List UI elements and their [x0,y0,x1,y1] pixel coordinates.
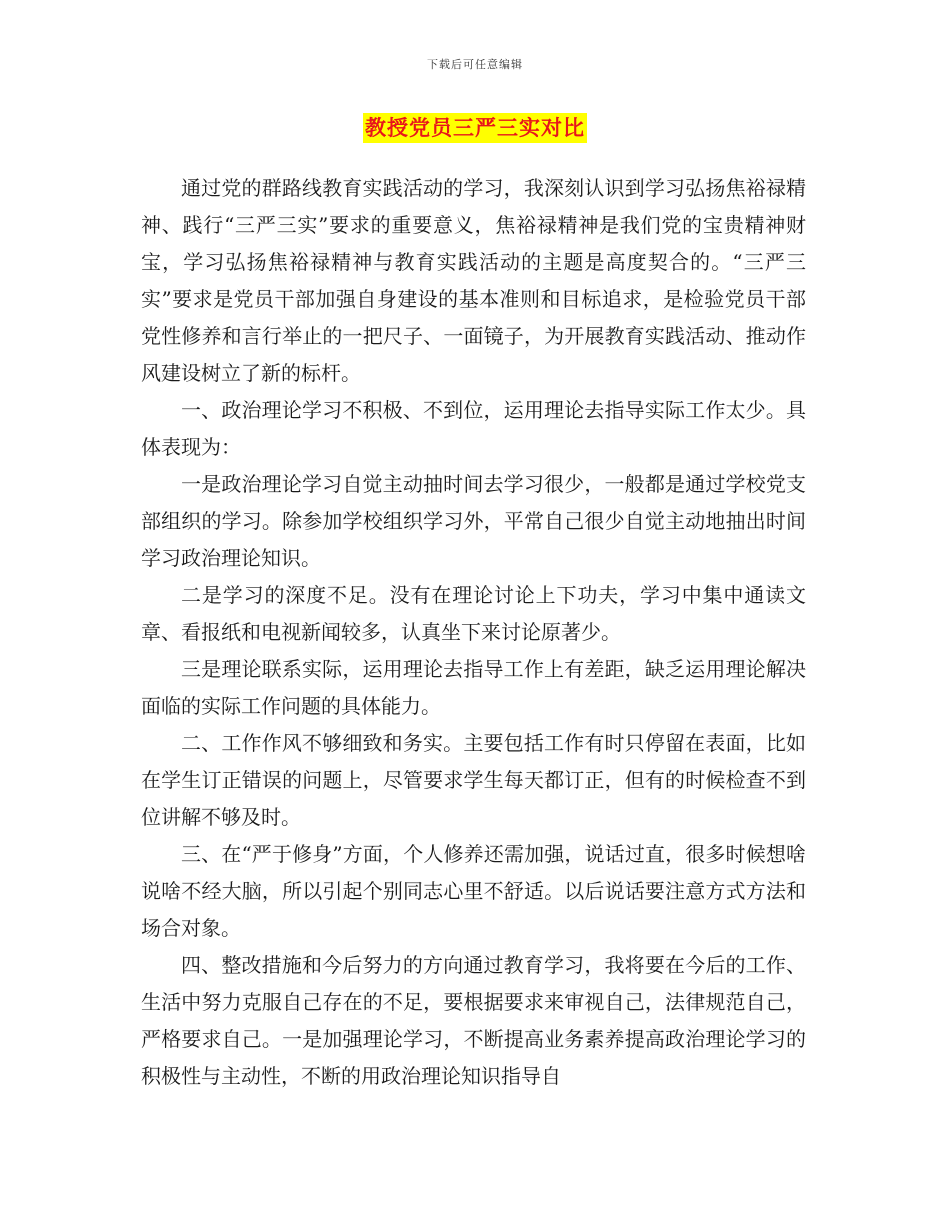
paragraph: 一、政治理论学习不积极、不到位，运用理论去指导实际工作太少。具体表现为： [141,398,806,459]
page-header: 下载后可任意编辑 [427,58,523,71]
document-title [0,113,950,143]
paragraph: 一是政治理论学习自觉主动抽时间去学习很少，一般都是通过学校党支部组织的学习。除参加学校组织学习外，平常自己很少自觉主动地抽出时间学习政治理论知识。 [141,472,806,570]
paragraph: 二是学习的深度不足。没有在理论讨论上下功夫，学习中集中通读文章、看报纸和电视新闻较多，认真坐下来讨论原著少。 [141,583,806,644]
document-title-text: 教授党员三严三实对比 [363,113,587,143]
paragraph: 三是理论联系实际，运用理论去指导工作上有差距，缺乏运用理论解决面临的实际工作问题的具体能力。 [141,657,806,718]
document-body [141,170,806,1095]
paragraph: 二、工作作风不够细致和务实。主要包括工作有时只停留在表面，比如在学生订正错误的问题上，尽管要求学生每天都订正，但有的时候检查不到位讲解不够及时。 [141,731,806,829]
paragraph: 通过党的群路线教育实践活动的学习，我深刻认识到学习弘扬焦裕禄精神、践行“三严三实”要求的重要意义，焦裕禄精神是我们党的宝贵精神财宝，学习弘扬焦裕禄精神与教育实践活动的主题是高度契合的。“三严三实”要求是党员干部加强自身建设的基本准则和目标追求，是检验党员干部党性修养和言行举止的一把尺子、一面镜子，为开展教育实践活动、推动作风建设树立了新的标杆。 [141,176,806,385]
paragraph: 四、整改措施和今后努力的方向通过教育学习，我将要在今后的工作、生活中努力克服自己存在的不足，要根据要求来审视自己，法律规范自己，严格要求自己。一是加强理论学习，不断提高业务素养提高政治理论学习的积极性与主动性，不断的用政治理论知识指导自 [141,953,806,1088]
paragraph: 三、在“严于修身”方面，个人修养还需加强，说话过直，很多时候想啥说啥不经大脑，所以引起个别同志心里不舒适。以后说话要注意方式方法和场合对象。 [141,842,806,940]
